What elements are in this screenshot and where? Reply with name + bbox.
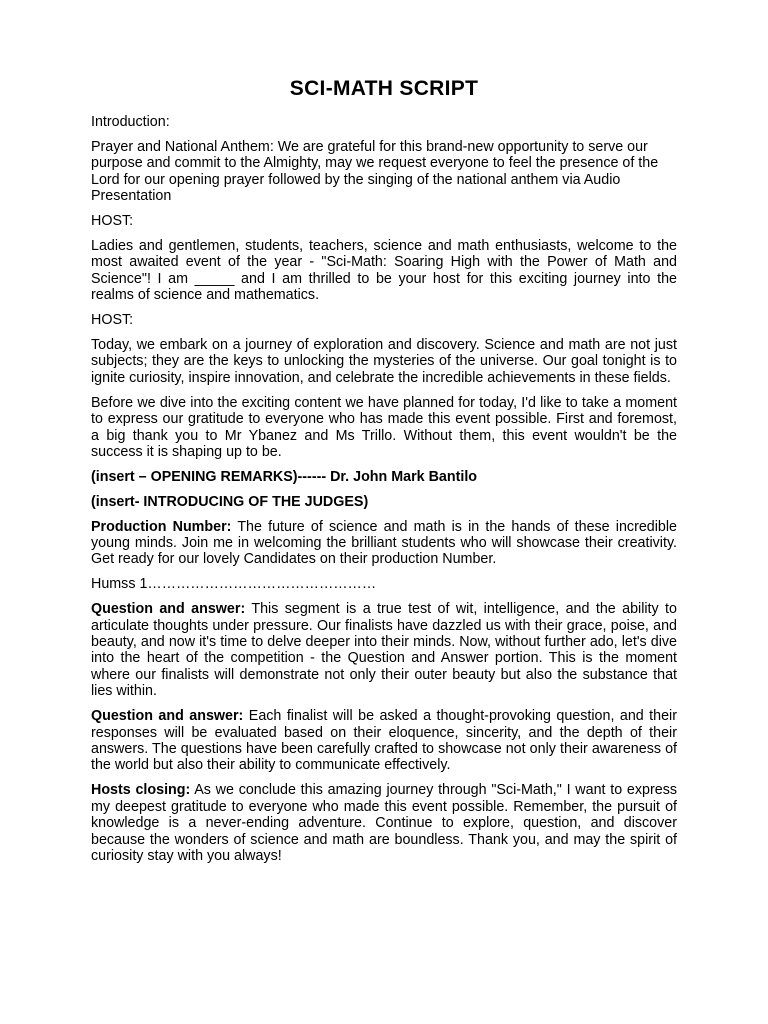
qa-label-2: Question and answer: (91, 708, 244, 725)
qa-text-2: Each finalist will be asked a thought-provoking question, and their responses will be evaluated based on their eloquence, sincerity, and the depth of their answers. The questions have been carefully crafted to showcase not only their awareness of the world but also their ability to communicate effectively. (91, 708, 677, 774)
production-paragraph (91, 519, 677, 568)
document-title: SCI-MATH SCRIPT (289, 77, 479, 100)
qa-paragraph-1 (91, 601, 677, 699)
host-label: HOST: (91, 312, 134, 329)
gratitude-paragraph: Before we dive into the exciting content we have planned for today, I'd like to take a moment to express our gratitude to everyone who has made this event possible. First and foremost, a big thank you to Mr Ybanez and Ms Trillo. Without them, this event wouldn't be the success it is shaping up to be. (91, 394, 677, 460)
document-body (91, 76, 677, 873)
host-welcome-paragraph: Ladies and gentlemen, students, teachers, science and math enthusiasts, welcome to the most awaited event of the year - "Sci-Math: Soaring High with the Power of Math and Science"! I am _____ and I am thrilled to be your host for this exciting journey into the realms of science and mathematics. (91, 237, 677, 304)
prayer-paragraph: Prayer and National Anthem: We are grateful for this brand-new opportunity to serve our purpose and commit to the Almighty, may we request everyone to feel the presence of the Lord for our opening prayer followed by the singing of the national anthem via Audio Presentation (91, 138, 659, 205)
qa-text-1: This segment is a true test of wit, intelligence, and the ability to articulate thoughts under pressure. Our finalists have dazzled us with their grace, poise, and beauty, and now it's time to delve deeper into their minds. Now, without further ado, let's dive into the heart of the competition - the Question and Answer portion. This is the moment where our finalists will demonstrate not only their outer beauty but also the substance that lies within. (91, 601, 677, 700)
production-text: The future of science and math is in the hands of these incredible young minds. Join me in welcoming the brilliant students who will showcase their creativity. Get ready for our lovely Candidates on their production Number. (91, 518, 678, 568)
judges-line (91, 494, 677, 510)
qa-label-1: Question and answer: (91, 601, 246, 618)
host-journey-paragraph: Today, we embark on a journey of exploration and discovery. Science and math are not just subjects; they are the keys to unlocking the mysteries of the universe. Our goal tonight is to ignite curiosity, inspire innovation, and celebrate the incredible achievements in these fields. (91, 336, 677, 386)
opening-remarks-text: (insert – OPENING REMARKS)------ Dr. John Mark Bantilo (91, 468, 478, 485)
host-label: HOST: (91, 213, 134, 230)
production-label: Production Number: (91, 518, 232, 535)
qa-paragraph-2 (91, 708, 677, 774)
closing-label: Hosts closing: (91, 782, 191, 799)
introduction-label: Introduction: (91, 114, 170, 130)
judges-text: (insert- INTRODUCING OF THE JUDGES) (91, 493, 369, 510)
opening-remarks-line (91, 469, 677, 485)
closing-text: As we conclude this amazing journey through "Sci-Math," I want to express my deepest gratitude to everyone who made this event possible. Remember, the pursuit of knowledge is a never-ending adventure. Continue to explore, question, and discover because the wonders of science and math are boundless. Thank you, and may the spirit of curiosity stay with you always! (91, 782, 677, 864)
humss-line: Humss 1………………………………………… (91, 576, 377, 593)
closing-paragraph (91, 782, 677, 864)
